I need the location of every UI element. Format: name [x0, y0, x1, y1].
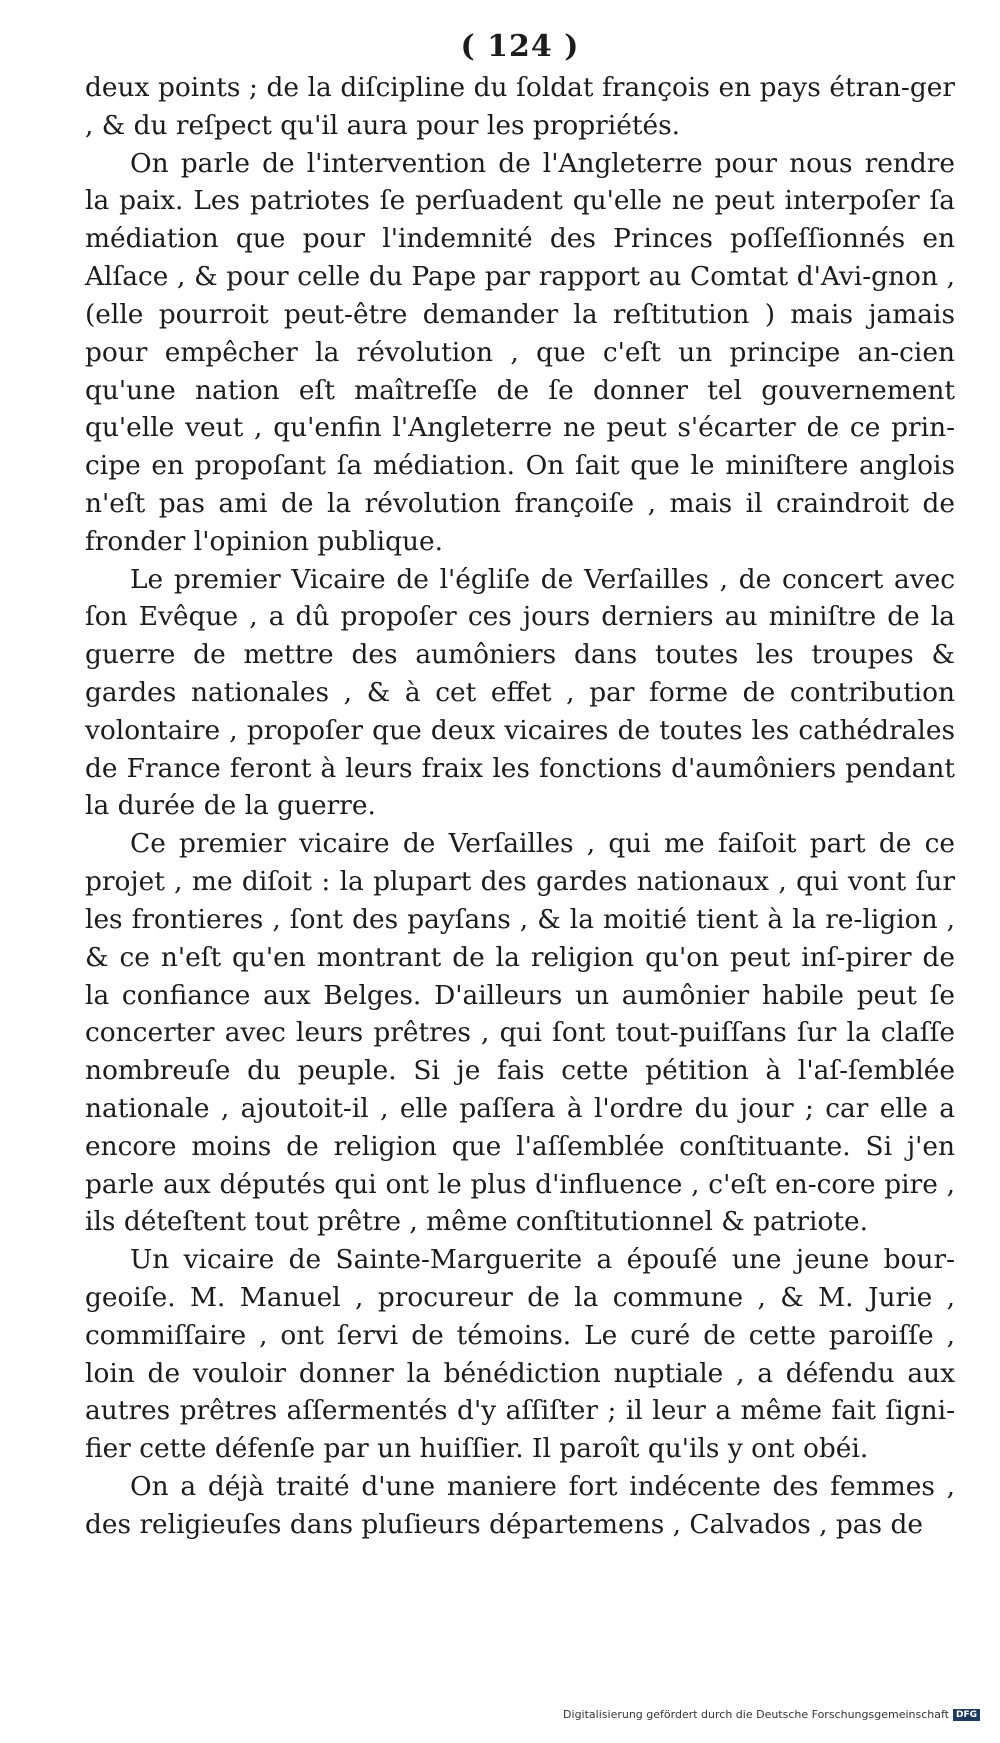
text-line: n'eſt pas ami de la révolution françoiſe , mais il craindroit de	[85, 487, 955, 519]
text-line: autres prêtres aſſermentés d'y aſſiſter ; il leur a même fait ſigni-	[85, 1395, 955, 1427]
text-line: geoiſe. M. Manuel , procureur de la commune , & M. Jurie ,	[85, 1282, 955, 1313]
text-line: la claſſe nombreuſe du peuple. Si je fais cette pétition à l'aſ-	[85, 1017, 956, 1087]
text-line: Un vicaire de Sainte-Marguerite a épouſé une jeune bour-	[130, 1244, 955, 1276]
text-line: ligion , & ce n'eſt qu'en montrant de la religion qu'on peut inſ-	[85, 903, 955, 973]
text-line: peut ſe concerter avec leurs prêtres , qui ſont tout-puiſſans ſur	[85, 979, 955, 1049]
paragraph	[85, 69, 955, 145]
text-line: projet , me diſoit : la plupart des gardes nationaux , qui vont	[85, 866, 907, 898]
paragraph	[85, 561, 955, 826]
text-line: deux points ; de la diſcipline du ſoldat françois en pays étran-	[85, 72, 910, 103]
text-line: propoſer que deux vicaires de toutes les cathédrales de France	[85, 714, 955, 784]
text-line: ger , & du reſpect qu'il aura pour les propriétés.	[85, 72, 955, 141]
text-line: de la guerre.	[203, 790, 376, 822]
text-line: patriote.	[753, 1206, 868, 1238]
text-line: fronder l'opinion publique.	[85, 525, 443, 557]
page-number: ( 124 )	[460, 29, 580, 64]
text-line: loin de vouloir donner la bénédiction nuptiale , a défendu aux	[85, 1357, 955, 1389]
paragraph	[85, 145, 955, 561]
text-line: car elle a encore moins de religion que l'aſſemblée conſtituante.	[85, 1092, 955, 1162]
paragraph	[85, 825, 955, 1241]
dfg-logo-icon: DFG	[953, 1709, 980, 1721]
text-line: pirer de la confiance aux Belges. D'ailleurs un aumônier habile	[85, 941, 955, 1011]
text-line: ſur les frontieres , ſont des payſans , & la moitié tient à la re-	[85, 866, 956, 935]
text-line: cien qu'une nation eſt maîtreſſe de ſe donner tel gouvernement	[85, 336, 955, 406]
text-line: Ce premier vicaire de Verſailles , qui me faiſoit part de ce	[130, 828, 955, 860]
text-line: guerre de mettre des aumôniers dans toutes les troupes & gardes	[85, 639, 955, 708]
text-line: Le premier Vicaire de l'égliſe de Verſailles , de concert avec	[130, 563, 955, 595]
text-line: On a déjà traité d'une maniere fort indécente des femmes ,	[130, 1471, 955, 1503]
text-line: cipe en propoſant ſa médiation. On ſait que le miniſtere anglois	[85, 450, 955, 482]
text-line: commiſſaire , ont ſervi de témoins. Le curé de cette paroiſſe ,	[85, 1319, 955, 1351]
text-line: ſemblée nationale , ajoutoit-il , elle paſſera à l'ordre du jour ;	[85, 1055, 955, 1124]
text-line: fier cette défenſe par un huiſſier. Il paroît qu'ils y ont obéi.	[85, 1433, 869, 1465]
paragraph	[85, 1241, 955, 1468]
text-line: Si j'en parle aux députés qui ont le plus d'influence , c'eſt en-	[85, 1130, 955, 1200]
text-line: Alſace , & pour celle du Pape par rapport au Comtat d'Avi-	[85, 261, 872, 293]
text-line: On parle de l'intervention de l'Angleterre pour nous rendre	[130, 147, 955, 179]
page-body	[85, 30, 955, 1544]
text-line: ſon Evêque , a dû propoſer ces jours derniers au miniſtre de la	[85, 601, 955, 633]
digitization-credit	[563, 1708, 980, 1721]
text-line: gnon , (elle pourroit peut-être demander la reſtitution ) mais	[85, 261, 955, 330]
text-line: nationales , & à cet effet , par forme de contribution volontaire ,	[85, 677, 955, 746]
text-line: feront à leurs fraix les fonctions d'aumôniers pendant la durée	[85, 752, 956, 822]
paragraph	[85, 1468, 955, 1544]
digitization-credit-text: Digitalisierung gefördert durch die Deutsche Forschungsgemeinschaft	[563, 1708, 949, 1721]
text-line: des religieuſes dans pluſieurs départemens , Calvados , pas de	[85, 1508, 923, 1540]
text-line: core pire , ils déteſtent tout prêtre , même conſtitutionnel &	[85, 1168, 955, 1238]
text-line: jamais pour empêcher la révolution , que c'eſt un principe an-	[85, 298, 955, 368]
text-block	[85, 69, 955, 1544]
text-line: ſa médiation que pour l'indemnité des Princes poſſeſſionnés en	[85, 185, 955, 255]
text-line: la paix. Les patriotes ſe perſuadent qu'elle ne peut interpoſer	[85, 185, 920, 217]
text-line: qu'elle veut , qu'enfin l'Angleterre ne peut s'écarter de ce prin-	[85, 412, 955, 444]
